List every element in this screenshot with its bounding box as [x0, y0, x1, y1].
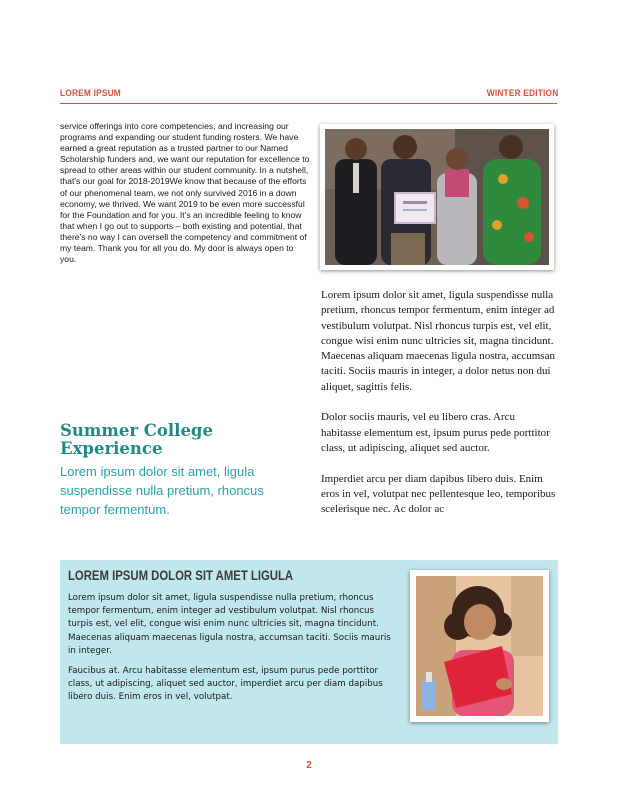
callout-title: LOREM IPSUM DOLOR SIT AMET LIGULA	[68, 568, 294, 583]
feature-subheading: Lorem ipsum dolor sit amet, ligula suspendisse nulla pretium, rhoncus tempor fermentum.	[60, 464, 264, 517]
page-number: 2	[306, 760, 312, 771]
letter-text: service offerings into core competencies, and increasing our programs and expanding our student funding rosters. We have earned a great reputation as a trusted partner to our Named Scholarship funders and, we want our reputation for excellence to spread to other areas within our student community. In a nutshell, that's our goal for 2018-2019We know that because of the efforts of our phenomenal team, we not only survived 2016 in a down economy, we thrived. We want 2019 to be even more successful for the Foundation and for you. It's an incredible feeling to know that when I go out to supports – both existing and potential, that there's no way I can oversell the competency and commitment of my team. Thank you for all you do. My door is always open to you.	[60, 121, 310, 265]
right-column-text	[321, 288, 557, 533]
callout-paragraph-2: Faucibus at. Arcu habitasse elementum est, ipsum purus pede porttitor class, ut adipiscing, aliquet sed auctor, imperdiet arcu per diam dapibus libero duis. Enim eros in vel, volutpat.	[68, 666, 383, 703]
feature-heading: Summer College Experience	[60, 421, 213, 458]
callout-paragraph-1: Lorem ipsum dolor sit amet, ligula suspendisse nulla pretium, rhoncus tempor fermentum, enim integer ad vestibulum volutpat. Nisl rhoncus turpis est, vel elit, congue wisi enim nunc ultricies sit, magna tincidunt. Maecenas aliquam maecenas ligula nostra, accumsan taciti. Sociis mauris in integer.	[68, 593, 391, 656]
callout-body	[68, 592, 393, 712]
header-edition-label: WINTER EDITION	[486, 88, 558, 99]
group-photo	[320, 124, 554, 270]
right-paragraph-3: Imperdiet arcu per diam dapibus libero duis. Enim eros in vel, volutpat nec pellentesque leo, temporibus scelerisque nec. Ac dolor ac	[321, 472, 556, 516]
header-divider	[60, 103, 557, 104]
child-photo	[410, 570, 549, 722]
right-paragraph-1: Lorem ipsum dolor sit amet, ligula suspendisse nulla pretium, rhoncus tempor fermentum, enim integer ad vestibulum volutpat. Nisl rhoncus turpis est, vel elit, congue wisi enim nunc ultricies sit, magna tincidunt. Maecenas aliquam maecenas ligula nostra, accumsan taciti. Sociis mauris in integer, a dolor netus non dui aliquet, sagittis felis.	[321, 289, 555, 393]
group-photo-image	[325, 129, 549, 265]
right-paragraph-2: Dolor sociis mauris, vel eu libero cras. Arcu habitasse elementum est, ipsum purus pede porttitor class, ut adipiscing, aliquet sed auctor.	[321, 411, 550, 454]
child-photo-image	[416, 576, 543, 716]
header-section-label: LOREM IPSUM	[60, 88, 121, 99]
